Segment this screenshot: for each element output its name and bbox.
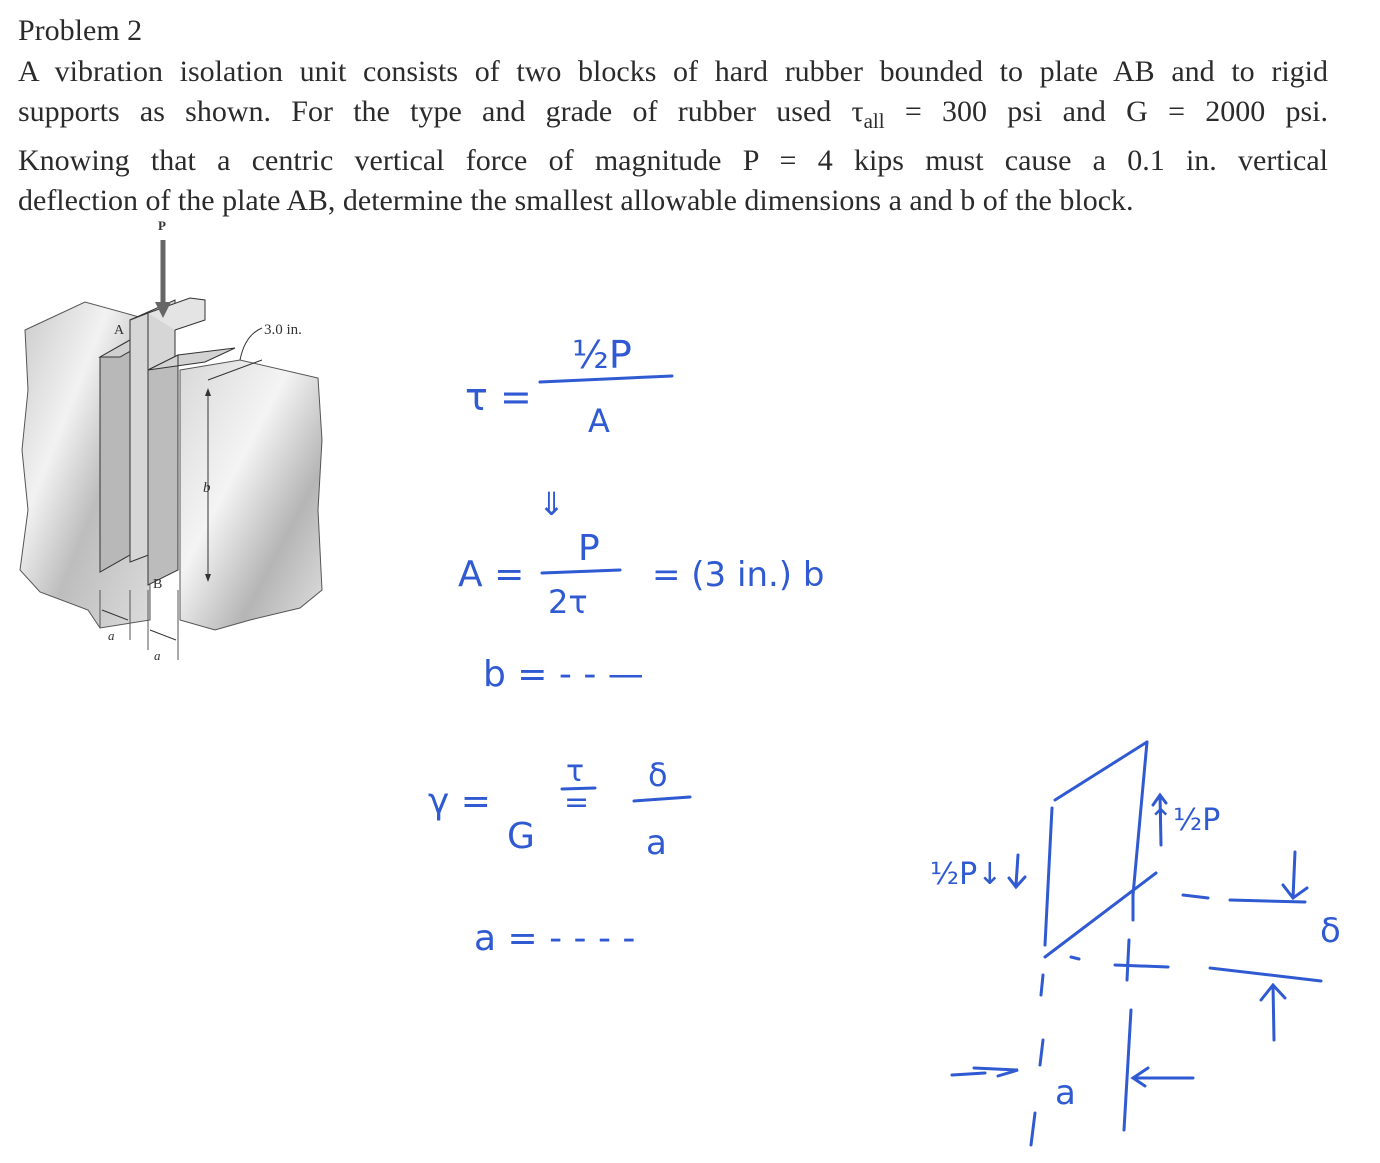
eq4-frac1-den: G: [507, 816, 535, 857]
eq4-lhs: γ =: [428, 781, 491, 822]
problem-line-2: supports as shown. For the type and grade of rubber used $\tau_{all} = 300$ psi and G = 2000 psi.: [18, 94, 1329, 133]
sketch-right-force: ↑½P: [1148, 803, 1221, 838]
eq1-lhs: τ =: [465, 375, 532, 419]
height-label: b: [203, 480, 211, 496]
eq2-numerator: P: [578, 528, 600, 569]
thickness-label-left: a: [108, 628, 115, 643]
problem-line-3: Knowing that a centric vertical force of magnitude P = 4 kips must cause a 0.1 in. vertical: [18, 144, 1328, 177]
depth-label: 3.0 in.: [264, 322, 302, 338]
point-a-label: A: [114, 323, 125, 338]
sketch-deflection: δ: [1320, 911, 1341, 951]
eq1-numerator: ½P: [572, 333, 632, 377]
sketch-left-force: ½P↓: [930, 857, 1003, 892]
problem-line-1: A vibration isolation unit consists of two blocks of hard rubber bounded to plate AB and to rigid: [18, 55, 1328, 88]
implies-arrow: ⇓: [538, 485, 565, 523]
thickness-label-right: a: [154, 648, 161, 663]
force-label: P: [158, 218, 166, 233]
sketch-thickness: a: [1055, 1073, 1076, 1113]
eq5: a = - - - -: [474, 918, 636, 959]
tau-subscript: all: [863, 108, 885, 133]
point-b-label: B: [153, 577, 163, 592]
eq1-denominator: A: [588, 402, 610, 440]
tau-symbol: τ: [851, 94, 864, 128]
isolation-unit-figure: [0, 210, 340, 670]
eq4-frac2-num: δ: [648, 756, 668, 794]
eq4-equals: =: [564, 785, 590, 820]
eq4-frac1-num: τ: [566, 754, 585, 789]
problem-statement: [18, 52, 1328, 220]
eq3: b = - - —: [483, 654, 644, 695]
problem-title: Problem 2: [18, 14, 143, 47]
problem-line-4: deflection of the plate AB, determine the smallest allowable dimensions a and b of the block.: [18, 183, 1134, 217]
eq4-frac2-den: a: [646, 823, 667, 863]
right-support: [180, 360, 322, 630]
eq2-rhs: = (3 in.) b: [652, 555, 825, 595]
eq2-lhs: A =: [458, 554, 525, 595]
eq2-denominator: 2τ: [548, 583, 588, 621]
